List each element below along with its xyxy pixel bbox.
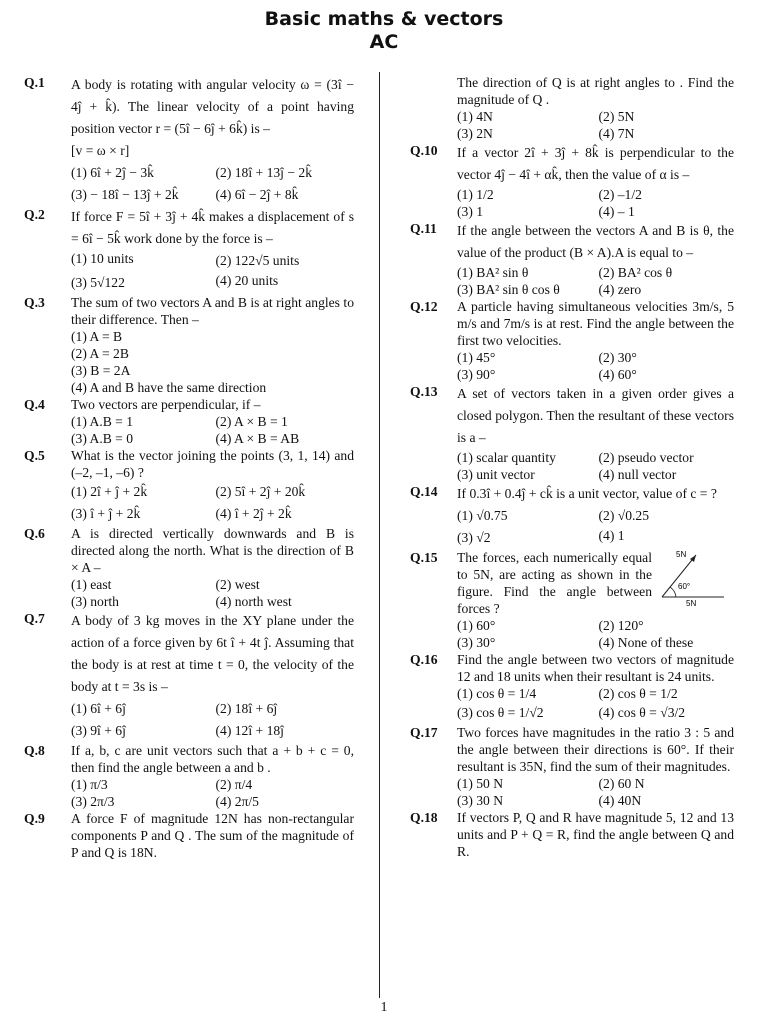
column-divider [379,72,380,998]
answer-option[interactable]: (3) cos θ = 1/√2 [457,705,544,720]
answer-option[interactable]: (2) 30° [598,350,637,365]
page-subtitle: AC [369,31,399,53]
question-body [457,809,734,860]
question-number: Q.17 [410,725,438,740]
question-number: Q.16 [410,652,438,667]
question-text: A body is rotating with angular velocity ω = (3î − 4ĵ + k̂). The linear velocity of a point having position vector r = (5î − 6ĵ + 6k̂) is – [71,77,354,136]
question-block [24,810,354,861]
answer-option[interactable]: (1) 2î + ĵ + 2k̂ [71,484,148,499]
answer-option[interactable]: (3) A.B = 0 [71,431,134,446]
question-number [410,74,457,142]
answer-option[interactable]: (2) pseudo vector [598,450,694,465]
page-title: Basic maths & vectors [264,8,504,30]
answer-option[interactable]: (2) π/4 [215,777,253,792]
fig-label-angle: 60° [678,582,691,591]
question-text: Find the angle between two vectors of magnitude 12 and 18 units when their resultant is 24 units. [457,652,734,684]
answer-option[interactable]: (1) east [71,577,112,592]
question-text: The forces, each numerically equal to 5N, are acting as shown in the figure. Find the angle between forces ? [457,550,652,616]
page-number: 1 [380,1000,388,1015]
answer-options [457,186,734,220]
question-block [410,74,734,142]
right-column [410,74,734,860]
answer-option[interactable]: (1) 45° [457,350,496,365]
question-body [71,294,354,396]
question-text: [v = ω × r] [71,143,130,158]
answer-option[interactable]: (3) 30° [457,635,496,650]
question-block [24,294,354,396]
angle-arc [670,587,676,597]
answer-option[interactable]: (3) 2π/3 [71,794,115,809]
answer-options [457,685,734,724]
answer-option[interactable]: (4) null vector [598,467,677,482]
question-text: A set of vectors taken in a given order gives a closed polygon. Then the resultant of these vectors is a – [457,386,734,445]
question-block [410,809,734,860]
answer-option[interactable]: (1) 50 N [457,776,504,791]
answer-option[interactable]: (2) cos θ = 1/2 [598,686,678,701]
question-block [410,483,734,549]
question-block [24,74,354,206]
answer-options [457,617,734,651]
answer-options [457,449,734,483]
answer-option[interactable]: (1) √0.75 [457,508,508,523]
answer-option[interactable]: (2) 5N [598,109,635,124]
answer-option[interactable]: (2) A = 2B [71,346,129,361]
question-body [71,810,354,861]
answer-option[interactable]: (2) west [215,577,260,592]
answer-options [71,250,354,294]
question-number: Q.10 [410,143,438,158]
answer-option[interactable]: (2) 18î + 13ĵ − 2k̂ [215,165,313,180]
answer-options [457,264,734,298]
question-number: Q.11 [410,221,437,236]
answer-option[interactable]: (4) 7N [598,126,635,141]
answer-options [457,775,734,809]
question-number: Q.6 [24,526,45,541]
question-body [71,610,354,742]
question-text: A body of 3 kg moves in the XY plane under the action of a force given by 6t î + 4t ĵ. Assuming that the body is at rest at time t = 0, the velocity of the body at t = 3s is – [71,613,354,694]
answer-option[interactable]: (1) A.B = 1 [71,414,134,429]
question-text: Two forces have magnitudes in the ratio 3 : 5 and the angle between their directions is 60°. If their resultant is 35N, find the sum of their magnitudes. [457,725,734,774]
question-number: Q.4 [24,397,45,412]
question-block [24,206,354,294]
answer-option[interactable]: (1) scalar quantity [457,450,556,465]
answer-option[interactable]: (1) cos θ = 1/4 [457,686,537,701]
question-body [457,549,734,651]
question-number: Q.18 [410,810,438,825]
question-block [410,220,734,298]
question-number: Q.9 [24,811,45,826]
answer-option[interactable]: (3) north [71,594,119,609]
question-body [457,483,734,549]
answer-options [71,576,354,610]
question-block [24,742,354,810]
question-number: Q.14 [410,484,438,499]
question-text: If 0.3î + 0.4ĵ + ck̂ is a unit vector, value of c = ? [457,486,717,501]
answer-option[interactable]: (4) A and B have the same direction [71,380,267,395]
question-text: A force F of magnitude 12N has non-rectangular components P and Q . The sum of the magnitude of P and Q is 18N. [71,811,354,860]
question-block [24,610,354,742]
question-block [410,651,734,724]
answer-options [71,698,354,742]
question-text: If force F = 5î + 3ĵ + 4k̂ makes a displacement of s = 6î − 5k̂ work done by the force is – [71,209,354,246]
answer-option[interactable]: (3) 90° [457,367,496,382]
answer-option[interactable]: (2) 18î + 6ĵ [215,701,278,716]
question-body [71,525,354,610]
question-number: Q.7 [24,611,45,626]
answer-option[interactable]: (2) –1/2 [598,187,642,202]
question-body [71,396,354,447]
answer-option[interactable]: (2) 122√5 units [215,253,300,268]
question-block [410,142,734,220]
answer-option[interactable]: (4) None of these [598,635,694,650]
answer-options [457,108,734,142]
answer-option[interactable]: (3) 2N [457,126,493,141]
answer-option[interactable]: (2) A × B = 1 [215,414,288,429]
question-number: Q.5 [24,448,45,463]
question-body [71,742,354,810]
answer-option[interactable]: (2) √0.25 [598,508,649,523]
question-text: A is directed vertically downwards and B is directed along the north. What is the direction of B × A – [71,526,354,575]
answer-option[interactable]: (4) 20 units [215,273,279,288]
question-text: If a vector 2î + 3ĵ + 8k̂ is perpendicular to the vector 4ĵ − 4î + αk̂, then the value of α is – [457,145,734,182]
answer-options [457,349,734,383]
question-number: Q.8 [24,743,45,758]
answer-option[interactable]: (4) 2π/5 [215,794,259,809]
answer-option[interactable]: (4) north west [215,594,292,609]
answer-options [71,481,354,525]
question-text: The direction of Q is at right angles to . Find the magnitude of Q . [457,75,734,107]
question-number: Q.12 [410,299,438,314]
answer-options [457,505,734,549]
answer-option[interactable]: (4) A × B = AB [215,431,300,446]
question-text: Two vectors are perpendicular, if – [71,397,261,412]
question-number: Q.1 [24,75,45,90]
answer-option[interactable]: (4) î + 2ĵ + 2k̂ [215,506,292,521]
answer-option[interactable]: (2) 120° [598,618,644,633]
question-text: The sum of two vectors A and B is at right angles to their difference. Then – [71,295,354,327]
answer-option[interactable]: (3) √2 [457,530,491,545]
question-body [71,206,354,294]
question-body [457,142,734,220]
answer-option[interactable]: (3) BA² sin θ cos θ [457,282,560,297]
answer-option[interactable]: (3) 1 [457,204,484,219]
answer-option[interactable]: (3) unit vector [457,467,535,482]
question-body [457,383,734,483]
answer-option[interactable]: (3) 30 N [457,793,504,808]
question-text: A particle having simultaneous velocities 3m/s, 5 m/s and 7m/s is at rest. Find the angle between the first two velocities. [457,299,734,348]
answer-option[interactable]: (1) BA² sin θ [457,265,529,280]
question-number: Q.2 [24,207,45,222]
answer-option[interactable]: (2) 60 N [598,776,645,791]
fig-label-bottom: 5N [686,599,697,607]
question-block [410,549,734,651]
answer-option[interactable]: (4) 60° [598,367,637,382]
answer-options [71,776,354,810]
answer-option[interactable]: (4) 6î − 2ĵ + 8k̂ [215,187,299,202]
question-body [71,447,354,525]
question-text: If vectors P, Q and R have magnitude 5, 12 and 13 units and P + Q = R, find the angle between Q and R. [457,810,734,859]
answer-option[interactable]: (1) 10 units [71,251,134,266]
answer-option[interactable]: (4) – 1 [598,204,635,219]
answer-option[interactable]: (4) 1 [598,528,625,543]
answer-option[interactable]: (1) π/3 [71,777,108,792]
force-diagram [656,549,734,607]
answer-option[interactable]: (3) î + ĵ + 2k̂ [71,506,141,521]
question-block [24,525,354,610]
answer-option[interactable]: (2) 5î + 2ĵ + 20k̂ [215,484,306,499]
question-body [457,298,734,383]
answer-option[interactable]: (2) BA² cos θ [598,265,673,280]
question-number: Q.15 [410,550,438,565]
question-body [71,74,354,206]
question-block [410,724,734,809]
question-body [457,724,734,809]
question-block [24,447,354,525]
question-number: Q.13 [410,384,438,399]
answer-option[interactable]: (1) 4N [457,109,493,124]
fig-label-top: 5N [676,550,687,559]
question-body [457,220,734,298]
question-text: If a, b, c are unit vectors such that a + b + c = 0, then find the angle between a and b . [71,743,354,775]
question-body [457,74,734,142]
answer-option[interactable]: (4) cos θ = √3/2 [598,705,686,720]
question-block [410,298,734,383]
question-block [410,383,734,483]
question-block [24,396,354,447]
answer-option[interactable]: (1) 6î + 6ĵ [71,701,126,716]
answer-option[interactable]: (1) 6î + 2ĵ − 3k̂ [71,165,154,180]
question-text: If the angle between the vectors A and B is θ, the value of the product (B × A).A is equal to – [457,223,734,260]
answer-option[interactable]: (1) A = B [71,329,123,344]
answer-option[interactable]: (3) 5√122 [71,275,125,290]
answer-option[interactable]: (4) 40N [598,793,642,808]
answer-option[interactable]: (1) 60° [457,618,496,633]
answer-options [71,413,354,447]
answer-option[interactable]: (1) 1/2 [457,187,494,202]
question-number: Q.3 [24,295,45,310]
answer-option[interactable]: (4) 12î + 18ĵ [215,723,284,738]
answer-options [71,328,354,396]
left-column [24,74,354,861]
answer-options [71,162,354,206]
answer-option[interactable]: (3) 9î + 6ĵ [71,723,126,738]
question-body [457,651,734,724]
answer-option[interactable]: (3) B = 2A [71,363,131,378]
question-text: What is the vector joining the points (3, 1, 14) and (–2, –1, –6) ? [71,448,354,480]
answer-option[interactable]: (4) zero [598,282,642,297]
answer-option[interactable]: (3) − 18î − 13ĵ + 2k̂ [71,187,179,202]
